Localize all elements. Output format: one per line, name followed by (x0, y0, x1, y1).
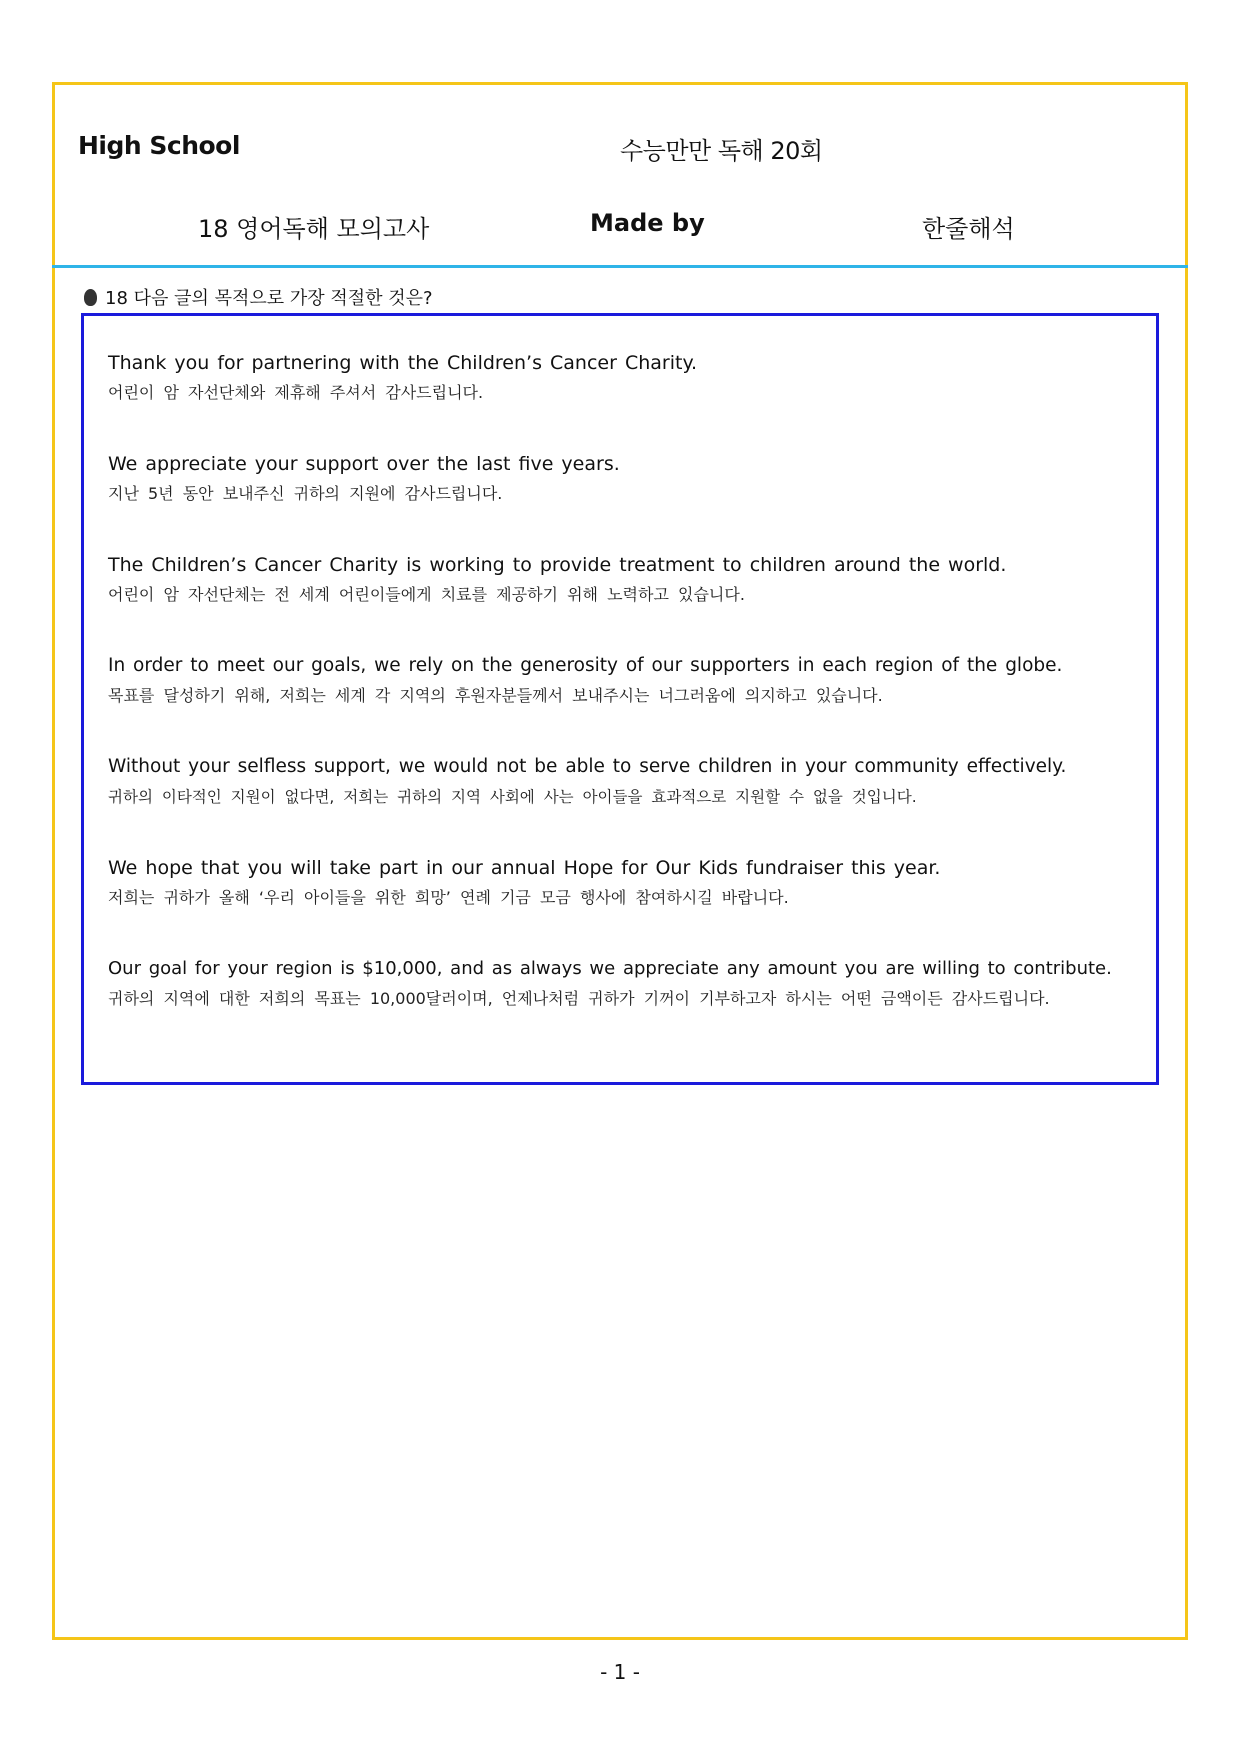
english-sentence: We appreciate your support over the last five years. (108, 453, 620, 475)
school-level: High School (78, 131, 240, 160)
korean-translation: 목표를 달성하기 위해, 저희는 세계 각 지역의 후원자분들께서 보내주시는 너그러움에 의지하고 있습니다. (108, 686, 883, 705)
english-sentence: Without your selfless support, we would not be able to serve children in your community effectively. (108, 756, 1067, 777)
sentence-pair (108, 348, 1146, 408)
english-sentence: We hope that you will take part in our annual Hope for Our Kids fundraiser this year. (108, 857, 941, 879)
korean-translation: 어린이 암 자선단체와 제휴해 주셔서 감사드립니다. (108, 383, 484, 402)
page-number: - 1 - (600, 1660, 640, 1684)
korean-translation: 귀하의 이타적인 지원이 없다면, 저희는 귀하의 지역 사회에 사는 아이들을 효과적으로 지원할 수 없을 것입니다. (108, 788, 917, 806)
subject-title: 18 영어독해 모의고사 (198, 215, 430, 243)
header-divider (52, 265, 1188, 268)
sentence-pair (108, 651, 1146, 711)
made-by-label: Made by (590, 209, 705, 237)
question-prompt (84, 284, 433, 310)
sentence-pair (108, 550, 1146, 610)
korean-translation: 저희는 귀하가 올해 ‘우리 아이들을 위한 희망’ 연례 기금 모금 행사에 참여하시길 바랍니다. (108, 888, 789, 907)
author-name: 한줄해석 (922, 215, 1015, 243)
korean-translation: 지난 5년 동안 보내주신 귀하의 지원에 감사드립니다. (108, 484, 503, 503)
sentence-pair (108, 853, 1146, 913)
passage-box (81, 313, 1159, 1085)
korean-translation: 귀하의 지역에 대한 저희의 목표는 10,000달러이며, 언제나처럼 귀하가 기꺼이 기부하고자 하시는 어떤 금액이든 감사드립니다. (108, 989, 1050, 1008)
sentence-pair (108, 752, 1146, 812)
english-sentence: Our goal for your region is $10,000, and as always we appreciate any amount you are willing to contribute. (108, 958, 1112, 979)
series-title: 수능만만 독해 20회 (620, 137, 823, 165)
sentence-pair (108, 954, 1146, 1014)
sentence-pair (108, 449, 1146, 509)
english-sentence: In order to meet our goals, we rely on the generosity of our supporters in each region of the globe. (108, 655, 1063, 676)
english-sentence: The Children’s Cancer Charity is working to provide treatment to children around the world. (108, 554, 1007, 576)
english-sentence: Thank you for partnering with the Children’s Cancer Charity. (108, 352, 698, 374)
question-text: 18 다음 글의 목적으로 가장 적절한 것은? (105, 288, 433, 309)
korean-translation: 어린이 암 자선단체는 전 세계 어린이들에게 치료를 제공하기 위해 노력하고 있습니다. (108, 585, 745, 604)
bullet-icon (84, 289, 97, 306)
